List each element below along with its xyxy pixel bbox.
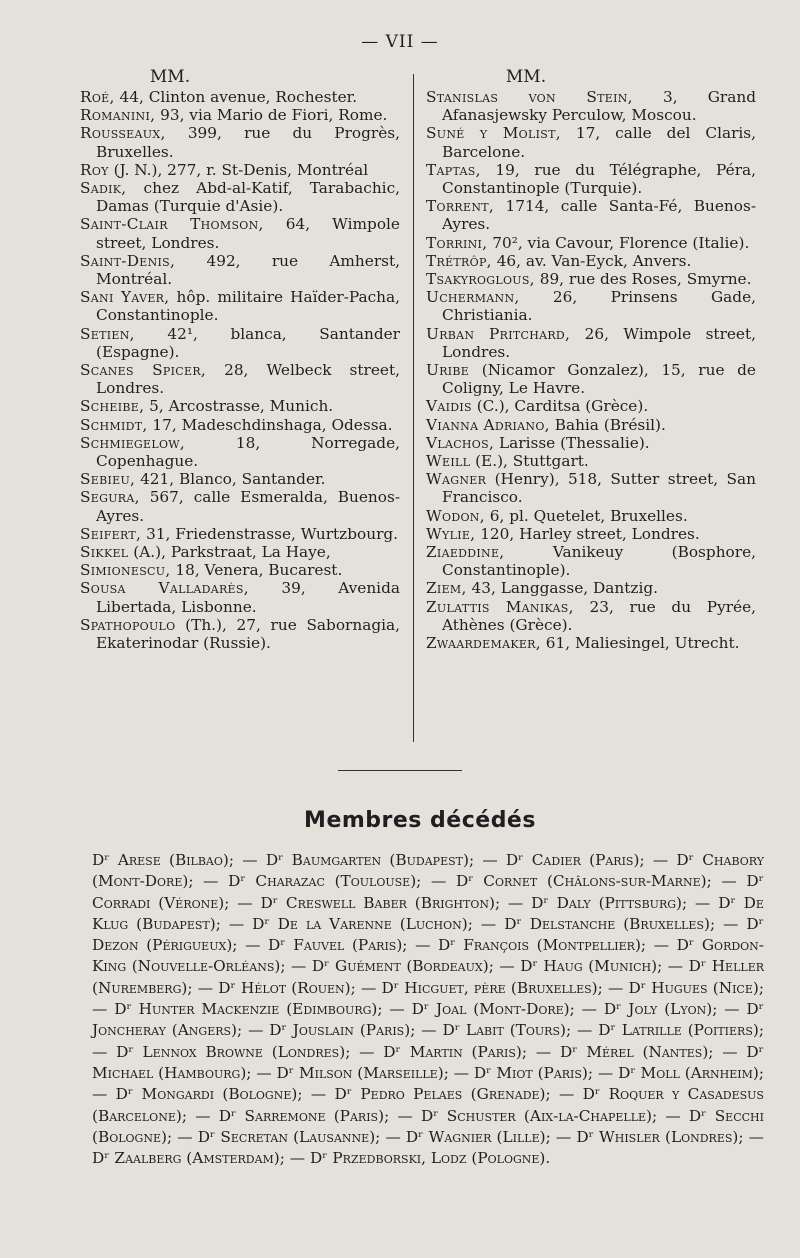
deceased-entry: Dʳ Schuster (Aix-la-Chapelle) xyxy=(420,1106,652,1125)
member-address: (E.), Stuttgart. xyxy=(470,452,589,471)
member-entry xyxy=(426,325,756,361)
member-name: Seifert, xyxy=(80,524,142,543)
deceased-entry: Dʳ Daly (Pittsburg) xyxy=(531,893,682,912)
deceased-entry: Dʳ Hélot (Rouen) xyxy=(218,978,351,997)
member-name: Stanislas von Stein, xyxy=(426,88,633,106)
entry-separator: ; — xyxy=(545,1127,577,1146)
deceased-entry: Dʳ François (Montpellier) xyxy=(438,936,641,955)
member-name: Spathopoulo xyxy=(80,615,176,634)
deceased-entry: Dʳ Hunter Mackenzie (Edimbourg) xyxy=(114,1000,378,1019)
member-entry xyxy=(426,416,756,434)
member-address: 3, Grand Afanasjewsky Perculow, Moscou. xyxy=(442,88,756,125)
member-address: 567, calle Esmeralda, Buenos-Ayres. xyxy=(96,488,400,525)
member-name: Wodon, xyxy=(426,506,485,525)
entry-separator: ; — xyxy=(166,1127,198,1146)
deceased-entry: Dʳ Przedborski, Lodz (Pologne). xyxy=(309,1149,551,1168)
entry-separator: ; — xyxy=(92,1021,764,1061)
member-address: 61, Maliesingel, Utrecht. xyxy=(540,634,740,653)
left-entry-list xyxy=(80,88,400,652)
member-entry xyxy=(80,179,400,215)
entry-separator: ; — xyxy=(224,893,261,912)
member-entry xyxy=(80,124,400,160)
member-name: Ziem, xyxy=(426,579,467,598)
entry-separator: ; — xyxy=(279,1149,310,1168)
member-entry xyxy=(80,525,400,543)
member-address: Larisse (Thessalie). xyxy=(494,433,650,452)
left-column-header: MM. xyxy=(149,67,191,87)
deceased-entry: Dʳ Mérel (Nantes) xyxy=(559,1042,709,1061)
deceased-entry: Dʳ Creswell Baber (Brighton) xyxy=(260,893,495,912)
member-name: Weill xyxy=(426,452,471,471)
member-address: 46, av. Van-Eyck, Anvers. xyxy=(491,251,692,270)
entry-separator: ; — xyxy=(410,1021,443,1040)
deceased-entry: Dʳ Corradi (Vérone) xyxy=(92,872,764,912)
member-address: 28, Welbeck street, Londres. xyxy=(96,361,400,398)
member-name: Saint-Clair Thomson, xyxy=(80,215,264,234)
member-name: Vianna Adriano, xyxy=(426,415,550,434)
entry-separator: ; — xyxy=(738,1127,764,1146)
entry-separator: ; — xyxy=(228,851,266,869)
member-name: Torrent, xyxy=(426,197,495,216)
deceased-entry: Dʳ Delstanche (Bruxelles) xyxy=(504,914,710,933)
member-entry xyxy=(426,88,756,124)
entry-separator: ; — xyxy=(187,978,219,997)
member-entry xyxy=(80,252,400,288)
member-name: Schmidt, xyxy=(80,415,148,434)
entry-separator: ; — xyxy=(652,1106,689,1125)
deceased-entry: Dʳ Pedro Pelaes (Grenade) xyxy=(334,1085,546,1104)
left-member-column xyxy=(80,66,400,652)
member-address: (Henry), 518, Sutter street, San Francisco. xyxy=(442,470,756,507)
member-entry xyxy=(426,252,756,270)
member-entry xyxy=(80,88,400,106)
member-name: Schmiegelow, xyxy=(80,433,186,452)
entry-separator: ; — xyxy=(597,978,629,997)
member-entry xyxy=(80,488,400,524)
deceased-entry: Dʳ Lennox Browne (Londres) xyxy=(116,1042,346,1061)
entry-separator: ; — xyxy=(681,893,719,912)
member-entry xyxy=(426,470,756,506)
member-address: 70², via Cavour, Florence (Italie). xyxy=(487,233,750,252)
member-name: Segura, xyxy=(80,488,140,507)
deceased-entry: Dʳ Joncheray (Angers) xyxy=(92,1000,764,1040)
member-name: Urban Pritchard, xyxy=(426,324,571,343)
entry-separator: ; — xyxy=(416,872,456,891)
member-address: (C.), Carditsa (Grèce). xyxy=(471,397,649,416)
member-entry xyxy=(80,161,400,179)
member-address: Bahia (Brésil). xyxy=(549,415,666,434)
member-address: 89, rue des Roses, Smyrne. xyxy=(534,270,752,289)
deceased-entry: Dʳ Mongardi (Bologne) xyxy=(115,1085,298,1104)
entry-separator: ; — xyxy=(181,1106,219,1125)
entry-separator: ; — xyxy=(232,936,269,955)
member-entry xyxy=(80,543,400,561)
entry-separator: ; — xyxy=(569,1000,604,1019)
entry-separator: ; — xyxy=(708,1042,747,1061)
deceased-entry: Dʳ Secretan (Lausanne) xyxy=(197,1127,376,1146)
member-address: 93, via Mario de Fiori, Rome. xyxy=(155,106,388,125)
member-entry xyxy=(80,416,400,434)
member-entry xyxy=(426,507,756,525)
deceased-entry: Dʳ Whisler (Londres) xyxy=(576,1127,739,1146)
deceased-entry: Dʳ Wagnier (Lille) xyxy=(405,1127,546,1146)
member-name: Roé, xyxy=(80,88,115,106)
member-address: (Th.), 27, rue Sabornagia, Ekaterinodar (Russie). xyxy=(96,615,400,653)
member-address: 39, Avenida Libertada, Lisbonne. xyxy=(96,579,400,616)
member-entry xyxy=(80,106,400,124)
deceased-entry: Dʳ Heller (Nuremberg) xyxy=(92,957,765,997)
member-name: Saint-Denis, xyxy=(80,251,176,270)
deceased-entry: Dʳ Cadier (Paris) xyxy=(505,851,640,869)
member-name: Wagner xyxy=(426,470,487,489)
member-entry xyxy=(426,543,756,579)
member-name: Taptas, xyxy=(426,160,481,179)
right-member-column xyxy=(426,66,756,652)
entry-separator: ; — xyxy=(639,851,677,869)
entry-separator: ; — xyxy=(350,978,382,997)
entry-separator: ; — xyxy=(215,914,253,933)
member-address: chez Abd-al-Katif, Tarabachic, Damas (Turquie d'Asie). xyxy=(96,179,400,216)
member-entry xyxy=(80,325,400,361)
member-address: 31, Friedenstrasse, Wurtzbourg. xyxy=(141,524,399,543)
deceased-entry: Dʳ Haug (Munich) xyxy=(520,957,658,976)
member-name: Rousseaux, xyxy=(80,124,166,143)
deceased-entry: Dʳ Cornet (Châlons-sur-Marne) xyxy=(456,872,707,891)
member-name: Tsakyroglous, xyxy=(426,270,535,289)
member-name: Scheibe, xyxy=(80,397,145,416)
member-name: Sousa Valladarès, xyxy=(80,579,249,598)
member-entry xyxy=(426,197,756,233)
member-address: 6, pl. Quetelet, Bruxelles. xyxy=(484,506,688,525)
entry-separator: ; — xyxy=(402,936,439,955)
member-name: Sani Yaver, xyxy=(80,288,170,307)
member-entry xyxy=(426,598,756,634)
entry-separator: ; — xyxy=(640,936,677,955)
entry-separator: ; — xyxy=(706,872,747,891)
member-entry xyxy=(80,579,400,615)
entry-separator: ; — xyxy=(384,1106,421,1125)
deceased-entry: Dʳ Roquer y Casadesus (Barcelone) xyxy=(92,1085,764,1125)
deceased-section-title: Membres décédés xyxy=(304,808,536,833)
right-entry-list xyxy=(426,88,756,652)
member-entry xyxy=(426,124,756,160)
member-name: Trétrôp, xyxy=(426,251,492,270)
member-address: 120, Harley street, Londres. xyxy=(475,524,700,543)
member-address: 5, Arcostrasse, Munich. xyxy=(144,397,334,416)
member-name: Sebieu, xyxy=(80,470,136,489)
entry-separator: ; — xyxy=(443,1063,474,1082)
deceased-entry: Dʳ Moll (Arnheim) xyxy=(618,1063,759,1082)
entry-separator: ; — xyxy=(280,957,312,976)
member-entry xyxy=(426,579,756,597)
member-entry xyxy=(80,561,400,579)
entry-separator: ; — xyxy=(92,1063,764,1104)
deceased-entry: Dʳ Sarremone (Paris) xyxy=(218,1106,385,1125)
member-entry xyxy=(80,361,400,397)
member-entry xyxy=(426,288,756,324)
member-address: 23, rue du Pyrée, Athènes (Grèce). xyxy=(442,597,756,634)
right-column-header: MM. xyxy=(505,67,547,87)
entry-separator: ; — xyxy=(375,1127,406,1146)
member-entry xyxy=(426,234,756,252)
deceased-entry: Dʳ Baumgarten (Budapest) xyxy=(265,851,469,869)
member-address: 1714, calle Santa-Fé, Buenos-Ayres. xyxy=(442,197,756,234)
entry-separator: ; — xyxy=(587,1063,619,1082)
member-name: Uchermann, xyxy=(426,288,520,307)
entry-separator: ; — xyxy=(345,1042,384,1061)
entry-separator: ; — xyxy=(521,1042,560,1061)
deceased-entry: Dʳ Hicguet, père (Bruxelles) xyxy=(381,978,598,997)
member-address: 64, Wimpole street, Londres. xyxy=(96,215,400,252)
member-entry xyxy=(80,288,400,324)
deceased-entry: Dʳ Michael (Hambourg) xyxy=(92,1042,764,1082)
member-address: 26, Prinsens Gade, Christiania. xyxy=(442,288,756,325)
member-name: Sadik, xyxy=(80,179,127,198)
member-name: Setien, xyxy=(80,324,135,343)
member-entry xyxy=(426,397,756,415)
member-name: Zwaardemaker, xyxy=(426,634,541,653)
entry-separator: ; — xyxy=(467,914,505,933)
deceased-entry: Dʳ De la Varenne (Luchon) xyxy=(252,914,468,933)
member-address: (Nicamor Gonzalez), 15, rue de Coligny, Le Havre. xyxy=(442,361,756,398)
member-address: 18, Norregade, Copenhague. xyxy=(96,433,400,471)
member-address: 421, Blanco, Santander. xyxy=(135,470,326,489)
member-entry xyxy=(80,470,400,488)
deceased-entry: Dʳ Labit (Tours) xyxy=(442,1021,566,1040)
entry-separator: ; — xyxy=(709,914,747,933)
section-divider-rule xyxy=(338,770,462,771)
member-name: Scanes Spicer, xyxy=(80,361,207,380)
member-entry xyxy=(80,434,400,470)
entry-separator: ; — xyxy=(237,1021,270,1040)
deceased-entry: Dʳ Jouslain (Paris) xyxy=(269,1021,411,1040)
member-address: 43, Langgasse, Dantzig. xyxy=(466,579,658,598)
deceased-entry: Dʳ Fauvel (Paris) xyxy=(268,936,403,955)
member-name: Sikkel xyxy=(80,543,129,562)
page-number: — VII — xyxy=(361,32,439,52)
deceased-entry: Dʳ Dezon (Périgueux) xyxy=(92,914,764,955)
deceased-entry: Dʳ Secchi (Bologne) xyxy=(92,1106,764,1146)
member-entry xyxy=(80,616,400,652)
member-address: 18, Venera, Bucarest. xyxy=(170,561,343,580)
deceased-entry: Dʳ Arese (Bilbao) xyxy=(92,851,229,869)
column-divider xyxy=(413,74,414,742)
member-name: Zulattis Manikas, xyxy=(426,597,574,616)
member-name: Vaidis xyxy=(426,397,472,416)
deceased-entry: Dʳ Chabory (Mont-Dore) xyxy=(92,851,764,891)
deceased-entry: Dʳ Miot (Paris) xyxy=(473,1063,588,1082)
deceased-entry: Dʳ Milson (Marseille) xyxy=(276,1063,444,1082)
entry-separator: ; — xyxy=(246,1063,277,1082)
deceased-entry: Dʳ Guément (Bordeaux) xyxy=(311,957,489,976)
member-entry xyxy=(426,270,756,288)
member-address: 492, rue Amherst, Montréal. xyxy=(96,251,400,289)
entry-separator: ; — xyxy=(377,1000,412,1019)
member-address: 26, Wimpole street, Londres. xyxy=(442,324,756,361)
entry-separator: ; — xyxy=(712,1000,747,1019)
entry-separator: ; — xyxy=(188,872,229,891)
member-entry xyxy=(80,215,400,251)
deceased-entry: Dʳ Gordon-King (Nouvelle-Orléans) xyxy=(92,936,764,976)
member-address: 399, rue du Progrès, Bruxelles. xyxy=(96,124,400,161)
deceased-entry: Dʳ Charazac (Toulouse) xyxy=(228,872,417,891)
entry-separator: ; — xyxy=(545,1085,583,1104)
member-address: 44, Clinton avenue, Rochester. xyxy=(114,88,358,106)
entry-separator: ; — xyxy=(468,851,506,869)
deceased-entry: Dʳ Joly (Lyon) xyxy=(603,1000,713,1019)
deceased-entry: Dʳ Joal (Mont-Dore) xyxy=(411,1000,570,1019)
deceased-entry: Dʳ Zaalberg (Amsterdam) xyxy=(92,1149,280,1168)
member-address: hôp. militaire Haïder-Pacha, Constantinople. xyxy=(96,288,400,325)
member-entry xyxy=(426,525,756,543)
member-name: Ziaeddine, xyxy=(426,543,505,562)
member-address: 17, calle del Claris, Barcelone. xyxy=(442,124,756,161)
member-address: 17, Madeschdinshaga, Odessa. xyxy=(147,415,393,434)
entry-separator: ; — xyxy=(565,1021,599,1040)
member-name: Torrini, xyxy=(426,233,488,252)
member-entry xyxy=(426,434,756,452)
member-name: Suné y Molist, xyxy=(426,124,561,143)
member-entry xyxy=(426,161,756,197)
member-address: (J. N.), 277, r. St-Denis, Montréal xyxy=(108,160,369,179)
member-address: 42¹, blanca, Santander (Espagne). xyxy=(96,324,400,361)
entry-separator: ; — xyxy=(488,957,521,976)
member-name: Romanini, xyxy=(80,106,156,125)
member-entry xyxy=(80,397,400,415)
deceased-entry: Dʳ Hugues (Nice) xyxy=(628,978,759,997)
entry-separator: ; — xyxy=(92,978,764,1019)
deceased-member-list xyxy=(92,850,764,1169)
entry-separator: ; — xyxy=(297,1085,335,1104)
entry-separator: ; — xyxy=(657,957,689,976)
member-entry xyxy=(426,361,756,397)
member-name: Uribe xyxy=(426,361,470,380)
deceased-entry: Dʳ De Klug (Budapest) xyxy=(92,893,764,933)
deceased-entry: Dʳ Martin (Paris) xyxy=(383,1042,522,1061)
deceased-entry: Dʳ Latrille (Poitiers) xyxy=(598,1021,759,1040)
member-entry xyxy=(426,452,756,470)
entry-separator: ; — xyxy=(494,893,532,912)
member-entry xyxy=(426,634,756,652)
member-address: Vanikeuy (Bosphore, Constantinople). xyxy=(442,543,756,580)
member-name: Roy xyxy=(80,160,109,179)
member-name: Simionescu, xyxy=(80,561,171,580)
member-address: 19, rue du Télégraphe, Péra, Constantinople (Turquie). xyxy=(442,160,756,198)
member-name: Wylie, xyxy=(426,524,476,543)
member-name: Vlachos, xyxy=(426,433,495,452)
member-address: (A.), Parkstraat, La Haye, xyxy=(128,543,331,562)
